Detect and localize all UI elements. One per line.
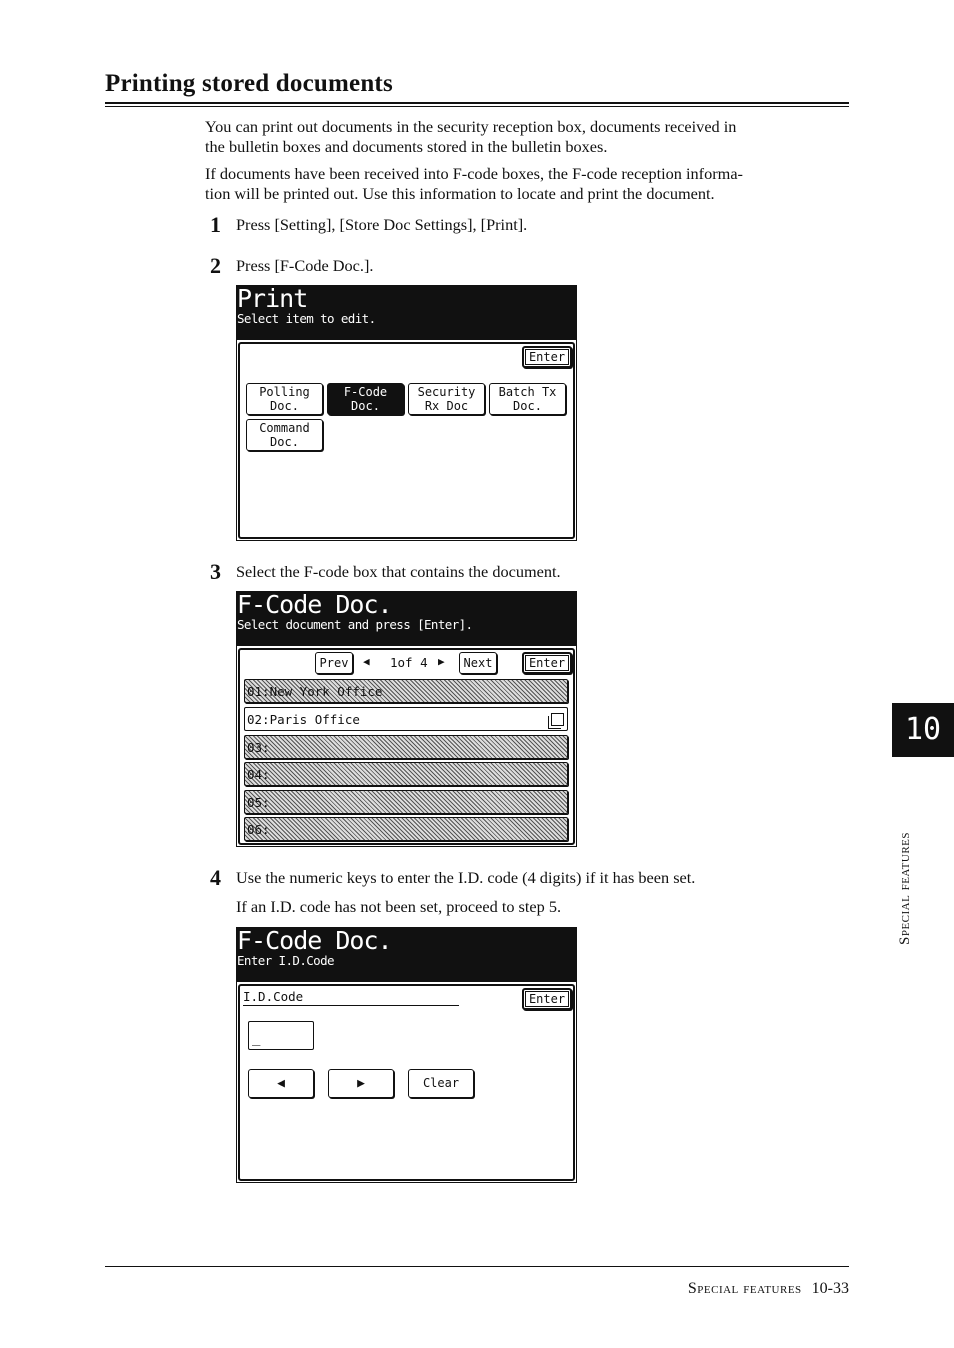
list-item[interactable]: 06: bbox=[244, 817, 568, 841]
button-label: Command bbox=[259, 421, 310, 435]
screen-body bbox=[238, 648, 575, 845]
list-item[interactable]: 01:New York Office bbox=[244, 679, 568, 703]
next-button[interactable]: Next bbox=[459, 652, 497, 674]
step-number: 1 bbox=[210, 212, 221, 237]
screen-title: F-Code Doc. bbox=[237, 590, 392, 619]
button-label: Doc. bbox=[270, 399, 299, 413]
section-title: Printing stored documents bbox=[105, 70, 393, 97]
button-label: F-Code bbox=[343, 385, 388, 399]
screen-body bbox=[238, 342, 575, 539]
enter-label: Enter bbox=[525, 349, 569, 365]
cursor-right-button[interactable]: ▶ bbox=[328, 1069, 394, 1098]
step-text: Use the numeric keys to enter the I.D. code (4 digits) if it has been set. bbox=[236, 868, 696, 887]
list-item[interactable]: 04: bbox=[244, 762, 568, 786]
page-left-arrow-icon[interactable]: ◀ bbox=[363, 655, 370, 668]
intro-paragraph-1 bbox=[205, 117, 845, 157]
button-label: Doc. bbox=[270, 435, 299, 449]
footer bbox=[688, 1280, 849, 1298]
f-code-doc-button[interactable] bbox=[327, 383, 404, 415]
f-code-doc-screen bbox=[236, 591, 577, 847]
enter-label: Enter bbox=[525, 655, 569, 671]
step-number: 3 bbox=[210, 559, 221, 584]
screen-header bbox=[237, 928, 576, 982]
step-subtext: If an I.D. code has not been set, proceed to step 5. bbox=[236, 897, 562, 916]
page-number: 10-33 bbox=[811, 1280, 849, 1297]
security-rx-doc-button[interactable] bbox=[408, 383, 485, 415]
document-icon bbox=[551, 713, 564, 726]
intro-paragraph-2 bbox=[205, 164, 845, 204]
batch-tx-doc-button[interactable] bbox=[489, 383, 566, 415]
screen-header bbox=[237, 286, 576, 340]
list-item-label: 02:Paris Office bbox=[247, 712, 360, 727]
screen-body bbox=[238, 984, 575, 1181]
enter-label: Enter bbox=[525, 991, 569, 1007]
button-label: Batch Tx bbox=[498, 385, 557, 399]
id-code-label: I.D.Code bbox=[243, 989, 459, 1006]
clear-button[interactable]: Clear bbox=[408, 1069, 474, 1098]
step-number: 2 bbox=[210, 253, 221, 278]
list-item[interactable]: 03: bbox=[244, 735, 568, 759]
screen-header bbox=[237, 592, 576, 646]
list-item[interactable]: 05: bbox=[244, 790, 568, 814]
page-indicator: 1of 4 bbox=[390, 655, 428, 670]
title-rule-thin bbox=[105, 106, 849, 107]
intro-line: If documents have been received into F-code boxes, the F-code reception informa- bbox=[205, 164, 743, 183]
print-screen bbox=[236, 285, 577, 541]
enter-button[interactable] bbox=[522, 652, 572, 674]
step-text: Press [Setting], [Store Doc Settings], [Print]. bbox=[236, 215, 528, 234]
footer-rule bbox=[105, 1266, 849, 1267]
step-text: Select the F-code box that contains the document. bbox=[236, 562, 561, 581]
screen-subtitle: Enter I.D.Code bbox=[237, 953, 334, 968]
id-code-input[interactable]: _ bbox=[248, 1021, 314, 1050]
screen-title: Print bbox=[237, 284, 308, 313]
button-label: Rx Doc bbox=[424, 399, 469, 413]
screen-subtitle: Select item to edit. bbox=[237, 311, 376, 326]
polling-doc-button[interactable] bbox=[246, 383, 323, 415]
footer-section: Special features bbox=[687, 1280, 802, 1297]
list-item[interactable] bbox=[244, 707, 568, 731]
page-right-arrow-icon[interactable]: ▶ bbox=[438, 655, 445, 668]
side-chapter-label: Special features bbox=[897, 832, 913, 945]
title-rule bbox=[105, 102, 849, 104]
chapter-tab: 10 bbox=[892, 703, 954, 757]
command-doc-button[interactable] bbox=[246, 419, 323, 451]
enter-button[interactable] bbox=[522, 988, 572, 1010]
intro-line: tion will be printed out. Use this information to locate and print the document. bbox=[205, 184, 715, 203]
enter-button[interactable] bbox=[522, 346, 572, 368]
button-label: Doc. bbox=[351, 399, 380, 413]
intro-line: You can print out documents in the security reception box, documents received in bbox=[205, 117, 737, 136]
intro-line: the bulletin boxes and documents stored in the bulletin boxes. bbox=[205, 137, 608, 156]
button-label: Doc. bbox=[513, 399, 542, 413]
step-text: Press [F-Code Doc.]. bbox=[236, 256, 374, 275]
screen-title: F-Code Doc. bbox=[237, 926, 392, 955]
cursor-left-button[interactable]: ◀ bbox=[248, 1069, 314, 1098]
id-code-screen bbox=[236, 927, 577, 1183]
step-number: 4 bbox=[210, 865, 221, 890]
button-label: Security bbox=[417, 385, 476, 399]
screen-subtitle: Select document and press [Enter]. bbox=[237, 617, 473, 632]
button-label: Polling bbox=[259, 385, 310, 399]
prev-button[interactable]: Prev bbox=[315, 652, 353, 674]
